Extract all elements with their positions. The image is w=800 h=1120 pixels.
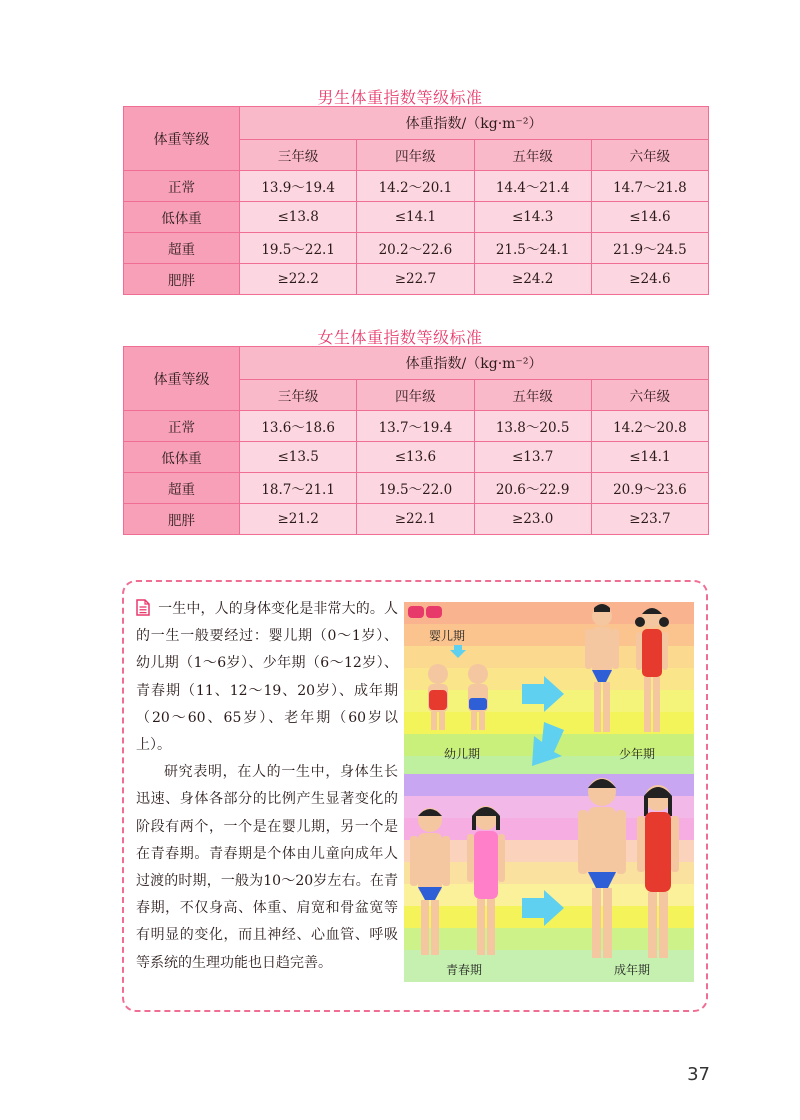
table-cell: ≥23.7 (591, 504, 708, 535)
row-label: 正常 (124, 171, 240, 202)
note-paragraph-2: 研究表明，在人的一生中，身体生长迅速、身体各部分的比例产生显著变化的阶段有两个，一个是在婴儿期，另一个是在青春期。青春期是个体由儿童向成年人过渡的时期，一般为10～20岁左右。在青春期，不仅身高、体重、肩宽和骨盆宽等有明显的变化，而且神经、心血管、呼吸等系统的生理功能也日趋完善。 (136, 764, 398, 971)
table-cell: ≥23.0 (474, 504, 591, 535)
table-row (124, 264, 709, 295)
index-header: 体重指数/（kg·m⁻²） (240, 347, 709, 380)
year-header: 六年级 (591, 380, 708, 411)
table-cell: ≤14.6 (591, 202, 708, 233)
grade-header: 体重等级 (124, 107, 240, 171)
year-header: 六年级 (591, 140, 708, 171)
row-label: 肥胖 (124, 504, 240, 535)
table-cell: 14.4～21.4 (474, 171, 591, 202)
table-cell: 13.8～20.5 (474, 411, 591, 442)
boys-weight-index-table (123, 106, 709, 295)
table-cell: 20.9～23.6 (591, 473, 708, 504)
table-cell: ≤14.3 (474, 202, 591, 233)
index-header: 体重指数/（kg·m⁻²） (240, 107, 709, 140)
stage-label-toddler: 幼儿期 (444, 747, 481, 761)
girls-table-title: 女生体重指数等级标准 (317, 328, 483, 347)
year-header: 四年级 (357, 380, 474, 411)
year-header: 三年级 (240, 140, 357, 171)
growth-stages-note (122, 580, 708, 1012)
table-cell: ≤13.6 (357, 442, 474, 473)
row-label: 低体重 (124, 442, 240, 473)
table-cell: 21.5～24.1 (474, 233, 591, 264)
table-row (124, 504, 709, 535)
table-row (124, 233, 709, 264)
grade-header: 体重等级 (124, 347, 240, 411)
table-cell: 13.9～19.4 (240, 171, 357, 202)
table-cell: ≤13.8 (240, 202, 357, 233)
page-number: 37 (687, 1064, 710, 1085)
table-cell: 20.2～22.6 (357, 233, 474, 264)
table-cell: ≤13.5 (240, 442, 357, 473)
table-cell: ≥21.2 (240, 504, 357, 535)
table-cell: 14.2～20.1 (357, 171, 474, 202)
infant-badge-icon (408, 606, 424, 618)
table-cell: 19.5～22.0 (357, 473, 474, 504)
year-header: 五年级 (474, 380, 591, 411)
row-label: 低体重 (124, 202, 240, 233)
boys-table-title: 男生体重指数等级标准 (317, 88, 483, 107)
table-cell: ≥22.2 (240, 264, 357, 295)
table-cell: 13.7～19.4 (357, 411, 474, 442)
row-label: 正常 (124, 411, 240, 442)
table-cell: ≥22.7 (357, 264, 474, 295)
table-row (124, 442, 709, 473)
document-icon (136, 599, 150, 616)
note-text (136, 596, 398, 977)
stage-label-junior: 少年期 (619, 747, 656, 761)
table-row (124, 473, 709, 504)
table-cell: 14.2～20.8 (591, 411, 708, 442)
row-label: 肥胖 (124, 264, 240, 295)
table-cell: ≤13.7 (474, 442, 591, 473)
year-header: 五年级 (474, 140, 591, 171)
row-label: 超重 (124, 473, 240, 504)
table-row (124, 171, 709, 202)
table-row (124, 411, 709, 442)
table-cell: ≥24.2 (474, 264, 591, 295)
table-cell: 19.5～22.1 (240, 233, 357, 264)
infant-badge-icon (426, 606, 442, 618)
table-cell: 20.6～22.9 (474, 473, 591, 504)
table-cell: 14.7～21.8 (591, 171, 708, 202)
table-cell: ≤14.1 (357, 202, 474, 233)
note-paragraph-1 (136, 596, 398, 759)
row-label: 超重 (124, 233, 240, 264)
girls-weight-index-table (123, 346, 709, 535)
table-cell: ≤14.1 (591, 442, 708, 473)
growth-stages-illustration (404, 602, 694, 982)
stage-label-puberty: 青春期 (446, 963, 483, 977)
year-header: 四年级 (357, 140, 474, 171)
table-row (124, 202, 709, 233)
note-paragraph-1-text: 一生中，人的身体变化是非常大的。人的一生一般要经过：婴儿期（0～1岁）、幼儿期（1～6岁）、少年期（6～12岁）、青春期（11、12～19、20岁）、成年期（20～60、65岁）、老年期（60岁以上）。 (136, 601, 398, 754)
year-header: 三年级 (240, 380, 357, 411)
table-cell: 18.7～21.1 (240, 473, 357, 504)
table-cell: ≥24.6 (591, 264, 708, 295)
stage-label-infant: 婴儿期 (429, 629, 466, 643)
stage-label-adult: 成年期 (614, 963, 651, 977)
table-cell: 21.9～24.5 (591, 233, 708, 264)
table-cell: 13.6～18.6 (240, 411, 357, 442)
table-cell: ≥22.1 (357, 504, 474, 535)
